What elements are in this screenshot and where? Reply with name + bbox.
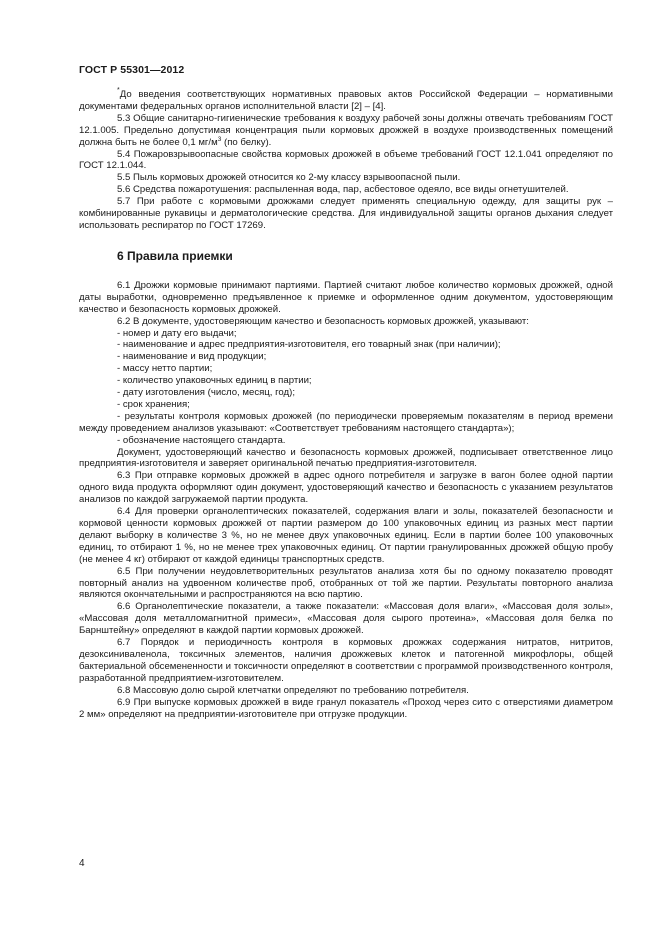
paragraph-5-5: 5.5 Пыль кормовых дрожжей относится ко 2-му классу взрывоопасной пыли.	[117, 172, 461, 184]
footnote-mark: *	[117, 87, 120, 94]
paragraph-document-signature: Документ, удостоверяющий качество и безопасность кормовых дрожжей, подписывает ответственное лицо предприятия-изготовителя и заверяет оригинальной печатью предприятия-изготовителя.	[79, 446, 613, 470]
paragraph-5-7: 5.7 При работе с кормовыми дрожжами следует применять специальную одежду, для защиты рук – комбинированные рукавицы и дерматологические средства. Для индивидуальной защиты органов дыхания следует использовать респиратор по ГОСТ 17269.	[79, 196, 613, 231]
paragraph-6-9: 6.9 При выпуске кормовых дрожжей в виде гранул показатель «Проход через сито с отверстиями диаметром 2 мм» определяют на предприятии-изготовителе при отгрузке продукции.	[79, 696, 613, 720]
paragraph-5-3	[79, 113, 613, 149]
page-number: 4	[79, 858, 85, 869]
list-item: - срок хранения;	[117, 398, 190, 410]
paragraph-5-4: 5.4 Пожаровзрывоопасные свойства кормовых дрожжей в объеме требований ГОСТ 12.1.041 определяют по ГОСТ 12.1.044.	[79, 148, 613, 172]
paragraph-6-8: 6.8 Массовую долю сырой клетчатки определяют по требованию потребителя.	[117, 684, 469, 696]
paragraph-6-6: 6.6 Органолептические показатели, а также показатели: «Массовая доля влаги», «Массовая доля золы», «Массовая доля металломагнитной примеси», «Массовая доля сырого протеина», «Массовая доля белка по Барнштейну» определяют в каждой партии кормовых дрожжей.	[79, 601, 613, 637]
list-item: - номер и дату его выдачи;	[117, 327, 237, 339]
list-item-results: - результаты контроля кормовых дрожжей (по периодически проверяемым показателям в период времени между проведением анализов указывают: «Соответствует требованиям настоящего стандарта»);	[79, 410, 613, 434]
paragraph-5-6: 5.6 Средства пожаротушения: распыленная вода, пар, асбестовое одеяло, все виды огнетушителей.	[117, 184, 569, 196]
paragraph-5-3-superscript: 3	[217, 135, 222, 143]
section-6-title: 6 Правила приемки	[117, 248, 233, 263]
list-item: - наименование и вид продукции;	[117, 351, 267, 363]
paragraph-6-5: 6.5 При получении неудовлетворительных результатов анализа хотя бы по одному показателю проводят повторный анализ на удвоенном количестве проб, отобранных от той же партии. Результаты повторного анализа являются окончательными и распространяются на всю партию.	[79, 565, 613, 601]
list-item: - массу нетто партии;	[117, 363, 213, 375]
list-item-standard: - обозначение настоящего стандарта.	[117, 434, 286, 446]
paragraph-6-3: 6.3 При отправке кормовых дрожжей в адрес одного потребителя и загрузке в вагон более одной партии одного вида продукта оформляют один документ, удостоверяющий качество и безопасность с указанием результатов анализов по каждой загружаемой партии продукта.	[79, 470, 613, 506]
paragraph-5-3-text: 5.3 Общие санитарно-гигиенические требования к воздуху рабочей зоны должны отвечать требованиям ГОСТ 12.1.005. Предельно допустимая концентрация пыли кормовых дрожжей в воздухе производственных помещений должна быть не более 0,1 мг/м	[79, 112, 613, 148]
paragraph-6-4: 6.4 Для проверки органолептических показателей, содержания влаги и золы, показателей безопасности и кормовой ценности кормовых дрожжей от партии размером до 100 упаковочных единиц из разных мест партии делают выборку в количестве 3 %, но не менее двух упаковочных единиц. Если в партии более 100 упаковочных единиц, то отбирают 1 %, но не менее трех упаковочных единиц. От партии гранулированных дрожжей общую пробу (не менее 4 кг) отбирают от каждой единицы транспортных средств.	[79, 506, 613, 565]
footnote-paragraph	[79, 89, 613, 113]
list-item: - наименование и адрес предприятия-изготовителя, его товарный знак (при наличии);	[117, 339, 501, 351]
list-item: - количество упаковочных единиц в партии;	[117, 375, 312, 387]
footnote-text: До введения соответствующих нормативных правовых актов Российской Федерации – нормативными документами федеральных органов исполнительной власти [2] – [4].	[79, 89, 613, 112]
paragraph-6-1: 6.1 Дрожжи кормовые принимают партиями. Партией считают любое количество кормовых дрожжей, одной даты выработки, одновременно предъявленное к приемке и оформленное одним документом, удостоверяющим качество и безопасность кормовых дрожжей.	[79, 279, 613, 315]
paragraph-5-3-tail: (по белку).	[221, 136, 272, 148]
paragraph-6-2: 6.2 В документе, удостоверяющим качество и безопасность кормовых дрожжей, указывают:	[117, 315, 529, 327]
list-item: - дату изготовления (число, месяц, год);	[117, 387, 296, 399]
document-body	[79, 89, 613, 720]
document-header: ГОСТ Р 55301—2012	[79, 64, 185, 76]
paragraph-6-7: 6.7 Порядок и периодичность контроля в кормовых дрожжах содержания нитратов, нитритов, дезоксиниваленола, токсичных элементов, наличия дрожжевых клеток и патогенной микрофлоры, общей бактериальной обсемененности и токсичности определяют в соответствии с программой производственного контроля, разработанной предприятием-изготовителем.	[79, 637, 613, 684]
